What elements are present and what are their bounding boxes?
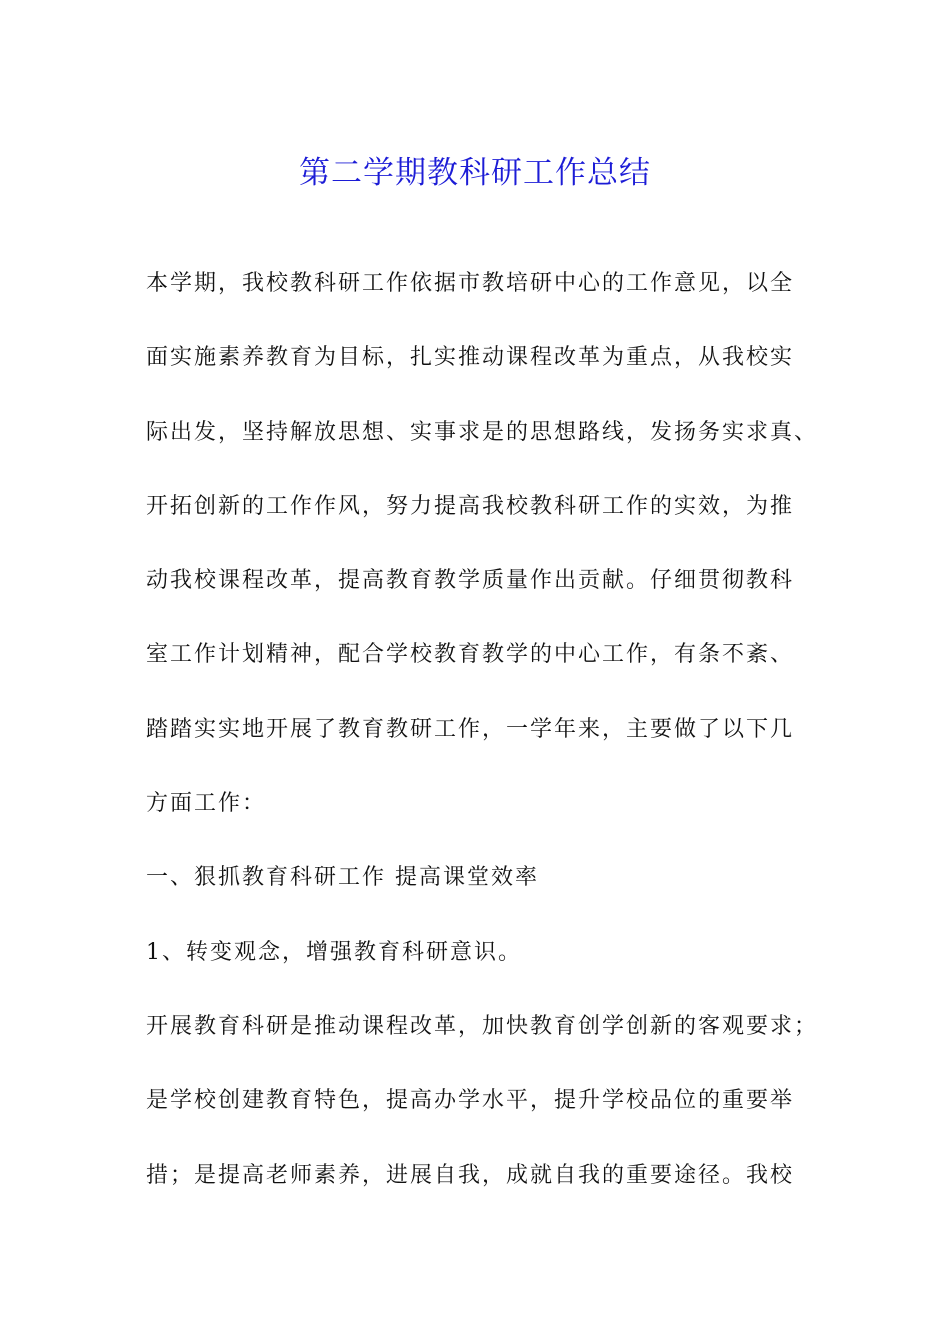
section-heading: 一、狠抓教育科研工作 提高课堂效率 [146,865,539,891]
body-line-12: 是学校创建教育特色，提高办学水平，提升学校品位的重要举 [146,1088,795,1114]
document-title: 第二学期教科研工作总结 [299,154,651,191]
body-line-7: 踏踏实实地开展了教育教研工作，一学年来，主要做了以下几 [146,716,795,742]
document-body [146,262,836,1228]
body-line-6: 室工作计划精神，配合学校教育教学的中心工作，有条不紊、 [146,642,795,668]
body-line-5: 动我校课程改革，提高教育教学质量作出贡献。仔细贯彻教科 [146,568,795,594]
subsection-heading: 1、转变观念，增强教育科研意识。 [146,939,522,965]
body-line-2: 面实施素养教育为目标，扎实推动课程改革为重点，从我校实 [146,345,795,371]
body-line-4: 开拓创新的工作作风，努力提高我校教科研工作的实效，为推 [146,493,795,519]
body-line-8: 方面工作： [146,791,267,817]
body-line-11: 开展教育科研是推动课程改革，加快教育创学创新的客观要求； [146,1013,819,1039]
body-line-13: 措；是提高老师素养，进展自我，成就自我的重要途径。我校 [146,1162,795,1188]
body-line-1: 本学期，我校教科研工作依据市教培研中心的工作意见，以全 [146,271,795,296]
body-line-3: 际出发，坚持解放思想、实事求是的思想路线，发扬务实求真、 [146,419,819,445]
